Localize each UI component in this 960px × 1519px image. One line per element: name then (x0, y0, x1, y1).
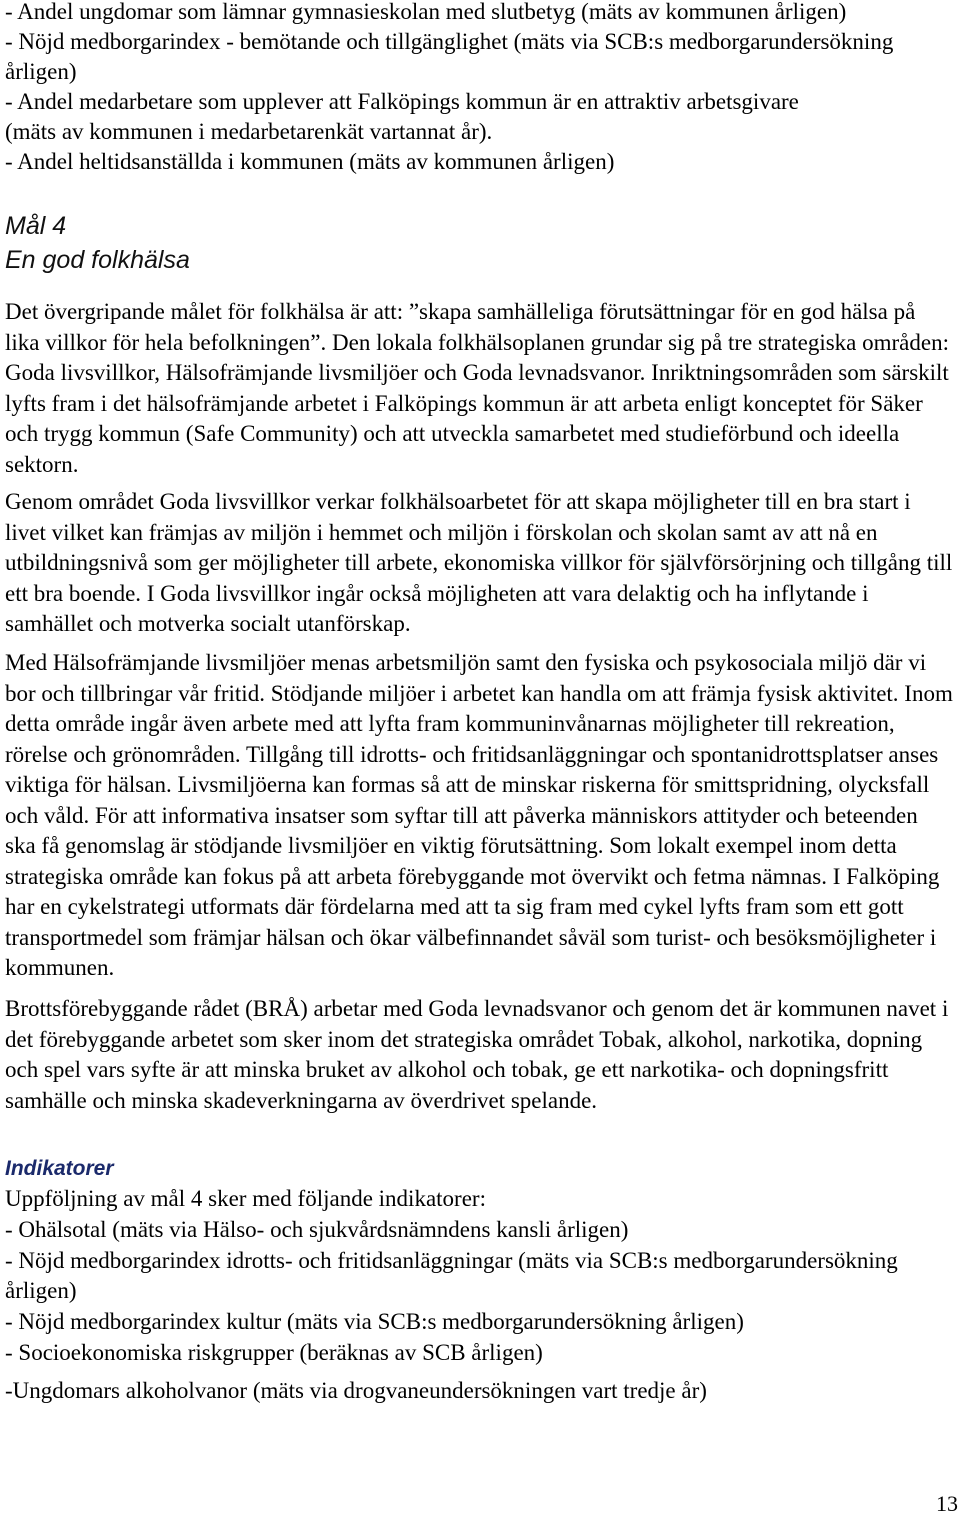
list-item (5, 1376, 960, 1407)
list-item-line: årligen) (5, 59, 77, 84)
paragraph-line: livet vilket kan främjas av miljön i hemmet och miljön i förskolan och skolan samt av att nå en (5, 519, 878, 545)
paragraph-line: Med Hälsofrämjande livsmiljöer menas arbetsmiljön samt den fysiska och psykosociala miljö där vi (5, 650, 927, 675)
paragraph-line: Genom området Goda livsvillkor verkar folkhälsoarbetet för att skapa möjligheter till en bra start i (5, 489, 911, 514)
list-item-line: - Andel medarbetare som upplever att Falköpings kommun är en attraktiv arbetsgivare (5, 89, 799, 114)
goal-title: En god folkhälsa (5, 246, 190, 274)
list-item-line: (mäts av kommunen i medarbetarenkät vartannat år). (5, 119, 493, 144)
paragraph-line: ska få genomslag är stödjande livsmiljöer en viktig förutsättning. Som lokalt exempel inom detta (5, 833, 897, 858)
list-item-line: - Nöjd medborgarindex - bemötande och tillgänglighet (mäts via SCB:s medborgarundersökning (5, 29, 894, 54)
paragraph-line: viktiga för hälsan. Livsmiljöerna kan formas så att de minskar riskerna för smittspridning, olycksfall (5, 772, 930, 797)
paragraph-line: ett bra boende. I Goda livsvillkor ingår också möjligheten att vara delaktig och ha inflytande i (5, 580, 869, 606)
paragraph-line: rörelse och grönområden. Tillgång till idrotts- och fritidsanläggningar och spontanidrottsplatser anses (5, 741, 939, 767)
paragraph (5, 487, 960, 640)
list-item-line: årligen) (5, 1278, 77, 1304)
list-item (5, 0, 960, 27)
paragraph-line: sektorn. (5, 451, 79, 477)
paragraph-line: strategiska område kan fokus på att arbeta förebyggande mot övervikt och fetma nämnas. I Falköping (5, 863, 940, 889)
paragraph-line: utbildningsnivå som ger möjligheter till arbete, ekonomiska villkor för självförsörjning och tillgång till (5, 550, 953, 575)
list-item-line: - Nöjd medborgarindex idrotts- och fritidsanläggningar (mäts via SCB:s medborgarundersökning (5, 1247, 898, 1273)
list-item-line: - Nöjd medborgarindex kultur (mäts via SCB:s medborgarundersökning årligen) (5, 1309, 744, 1335)
paragraph-line: bor och tillbringar vår fritid. Stödjande miljöer i arbetet kan handla om att främja fysisk aktivitet. Inom (5, 680, 953, 706)
list-item (5, 87, 960, 147)
paragraph-line: lyfts fram i det hälsofrämjande arbetet i Falköpings kommun är att arbeta enligt konceptet för Säker (5, 390, 923, 416)
list-item-line: - Socioekonomiska riskgrupper (beräknas av SCB årligen) (5, 1339, 543, 1365)
paragraph (5, 297, 960, 480)
paragraph-line: och trygg kommun (Safe Community) och att utveckla samarbetet med studieförbund och ideella (5, 421, 900, 446)
paragraph-line: och våld. För att informativa insatser som syftar till att påverka människors attityder och beteenden (5, 802, 918, 828)
indicators-intro: Uppföljning av mål 4 sker med följande indikatorer: (5, 1186, 486, 1211)
list-item (5, 27, 960, 87)
paragraph-line: detta område ingår även arbete med att lyfta fram kommuninvånarnas möjligheter till rekreation, (5, 711, 895, 736)
list-item (5, 1246, 960, 1308)
paragraph-line: Det övergripande målet för folkhälsa är att: ”skapa samhälleliga förutsättningar för en god hälsa på (5, 299, 916, 324)
list-item-line: - Ohälsotal (mäts via Hälso- och sjukvårdsnämndens kansli årligen) (5, 1216, 629, 1242)
list-item-line: - Andel heltidsanställda i kommunen (mäts av kommunen årligen) (5, 149, 615, 174)
paragraph-line: har en cykelstrategi utformats där fördelarna med att ta sig fram med cykel lyfts fram som ett gott (5, 894, 904, 919)
list-item (5, 147, 960, 177)
paragraph-line: Goda livsvillkor, Hälsofrämjande livsmiljöer och Goda levnadsvanor. Inriktningsområden som särskilt (5, 360, 949, 385)
paragraph-line: det förebyggande arbetet som sker inom det strategiska området Tobak, alkohol, narkotika, dopning (5, 1026, 923, 1052)
goal-heading (5, 209, 960, 277)
paragraph (5, 994, 960, 1116)
section-heading-indicators: Indikatorer (5, 1157, 114, 1180)
indicator-list-previous-goal (5, 0, 960, 177)
list-item (5, 1338, 960, 1369)
list-item (5, 1215, 960, 1246)
list-item-line: - Andel ungdomar som lämnar gymnasieskolan med slutbetyg (mäts av kommunen årligen) (5, 0, 847, 24)
list-item-line: -Ungdomars alkoholvanor (mäts via drogvaneundersökningen vart tredje år) (5, 1377, 707, 1403)
paragraph-line: och spel vars syfte är att minska bruket av alkohol och tobak, ge ett narkotika- och dopningsfritt (5, 1057, 889, 1082)
goal-number: Mål 4 (5, 212, 67, 240)
paragraph-line: lika villkor för hela befolkningen”. Den lokala folkhälsoplanen grundar sig på tre strategiska områden: (5, 329, 949, 355)
paragraph-line: Brottsförebyggande rådet (BRÅ) arbetar med Goda levnadsvanor och genom det är kommunen navet i (5, 996, 949, 1021)
paragraph-line: samhället och motverka socialt utanförskap. (5, 611, 411, 636)
paragraph-line: samhälle och minska skadeverkningarna av överdrivet spelande. (5, 1087, 598, 1113)
paragraph (5, 648, 960, 984)
paragraph-line: kommunen. (5, 955, 115, 980)
list-item (5, 1307, 960, 1338)
page-number: 13 (936, 1491, 958, 1516)
indicator-list (5, 1184, 960, 1407)
paragraph-line: transportmedel som främjar hälsan och ökar välbefinnandet såväl som turist- och besöksmöjligheter i (5, 924, 937, 950)
